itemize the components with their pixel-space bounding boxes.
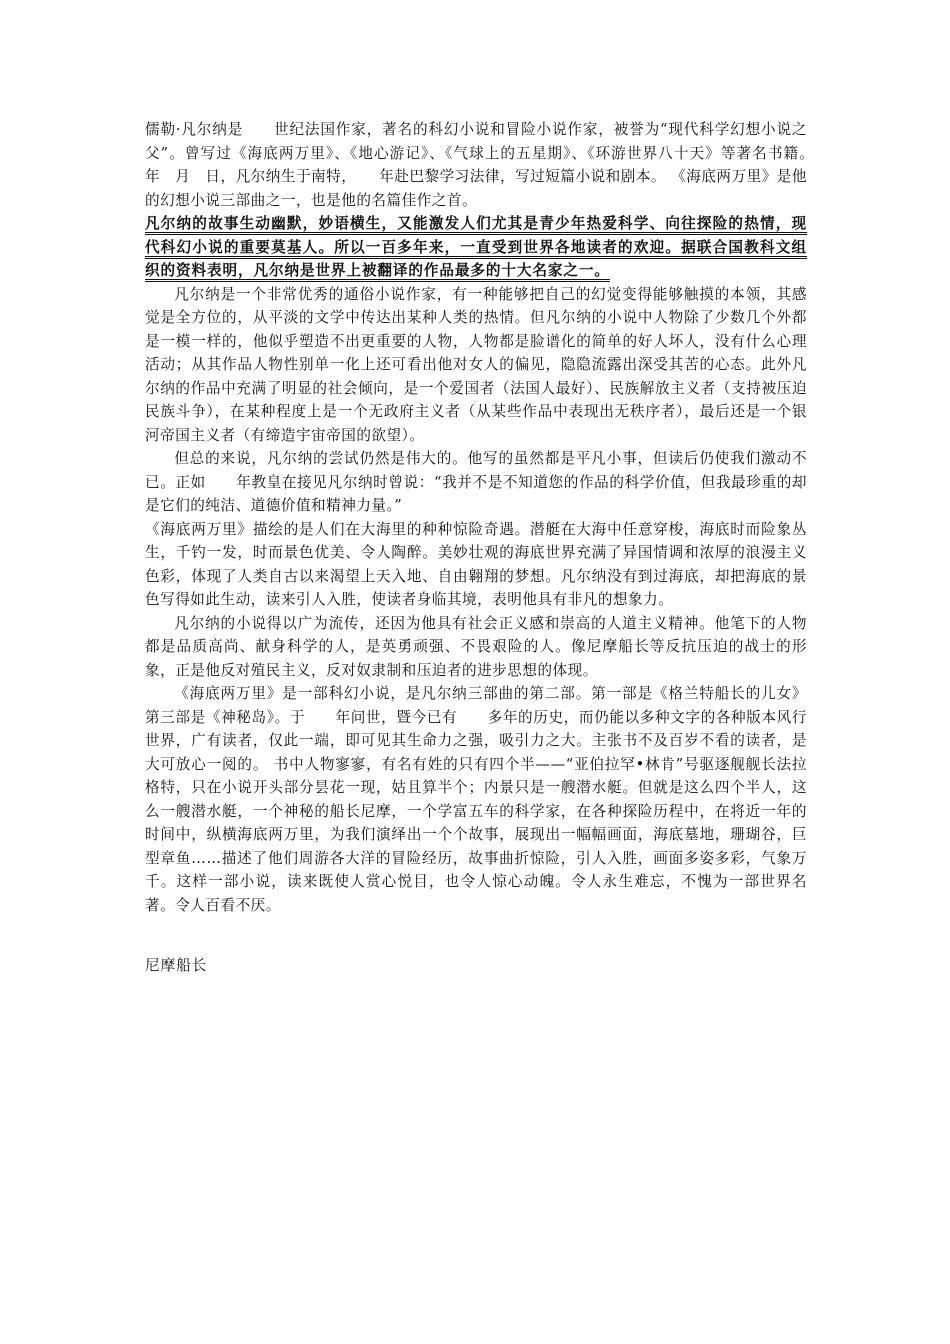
paragraph-justice: 凡尔纳的小说得以广为流传，还因为他具有社会正义感和崇高的人道主义精神。他笔下的人物都是品质高尚、献身科学的人，是英勇顽强、不畏艰险的人。像尼摩船长等反抗压迫的战士的形象，正是他反对殖民主义，反对奴隶制和压迫者的进步思想的体现。 — [145, 614, 807, 679]
section-heading: 尼摩船长 — [145, 957, 208, 974]
paragraph-emphasis-underlined: 凡尔纳的故事生动幽默，妙语横生，又能激发人们尤其是青少年热爱科学、向往探险的热情，现代科幻小说的重要莫基人。所以一百多年来，一直受到世界各地读者的欢迎。据联合国教科文组织的资料表明，凡尔纳是世界上被翻译的作品最多的十大名家之一。 — [145, 215, 807, 279]
paragraph-pope-quote: 但总的来说，凡尔纳的尝试仍然是伟大的。他写的虽然都是平凡小事，但读后仍使我们激动不已。正如 年教皇在接见凡尔纳时曾说：“我并不是不知道您的作品的科学价值，但我最珍重的却是它们的纯洁、道德价值和精神力量。” — [145, 450, 807, 514]
paragraph-summary: 《海底两万里》描绘的是人们在大海里的种种惊险奇遇。潜艇在大海中任意穿梭，海底时而险象丛生，千钓一发，时而景色优美、令人陶醉。美妙壮观的海底世界充满了异国情调和浓厚的浪漫主义色彩，体现了人类自古以来渴望上天入地、自由翱翔的梦想。凡尔纳没有到过海底，却把海底的景色写得如此生动，读来引人入胜，使读者身临其境，表明他具有非凡的想象力。 — [145, 520, 807, 608]
paragraph-assessment: 凡尔纳是一个非常优秀的通俗小说作家，有一种能够把自己的幻觉变得能够触摸的本领，其感觉是全方位的，从平淡的文学中传达出某种人类的热情。但凡尔纳的小说中人物除了少数几个外都是一模一样的，他似乎塑造不出更重要的人物，人物都是脸谱化的简单的好人坏人，没有什么心理活动；从其作品人物性别单一化上还可看出他对女人的偏见，隐隐流露出深受其苦的心态。此外凡尔纳的作品中充满了明显的社会倾向，是一个爱国者（法国人最好）、民族解放主义者（支持被压迫民族斗争），在某种程度上是一个无政府主义者（从某些作品中表现出无秩序者），最后还是一个银河帝国主义者（有缔造宇宙帝国的欲望）。 — [145, 285, 807, 444]
document-page — [145, 118, 838, 992]
paragraph-spacer — [145, 917, 807, 940]
paragraph-trilogy: 《海底两万里》是一部科幻小说，是凡尔纳三部曲的第二部。第一部是《格兰特船长的儿女》第三部是《神秘岛》。于 年问世，暨今已有 多年的历史，而仍能以多种文字的各种版本风行世界，广有读者，仅此一端，即可见其生命力之强，吸引力之大。主张书不及百岁不看的读者，是大可放心一阅的。 书中人物寥寥，有名有姓的只有四个半——“亚伯拉罕•林肯”号驱逐舰舰长法拉格特，只在小说开头部分昙花一现，姑且算半个；内景只是一艘潜水艇。但就是这么四个半人，这么一艘潜水艇，一个神秘的船长尼摩，一个学富五车的科学家，在各种探险历程中，在将近一年的时间中，纵横海底两万里，为我们演绎出一个个故事，展现出一幅幅画面，海底墓地，珊瑚谷，巨型章鱼……描述了他们周游各大洋的冒险经历，故事曲折惊险，引人入胜，画面多姿多彩，气象万千。这样一部小说，读来既使人赏心悦目，也令人惊心动魄。令人永生难忘，不愧为一部世界名著。令人百看不厌。 — [145, 685, 807, 914]
paragraph-intro: 儒勒·凡尔纳是 世纪法国作家，著名的科幻小说和冒险小说作家，被誉为“现代科学幻想小说之父”。曾写过《海底两万里》、《地心游记》、《气球上的五星期》、《环游世界八十天》等著名书籍。 年 月 日，凡尔纳生于南特， 年赴巴黎学习法律，写过短篇小说和剧本。 《海底两万里》是他的幻想小说三部曲之一，也是他的名篇佳作之首。 — [145, 121, 838, 209]
